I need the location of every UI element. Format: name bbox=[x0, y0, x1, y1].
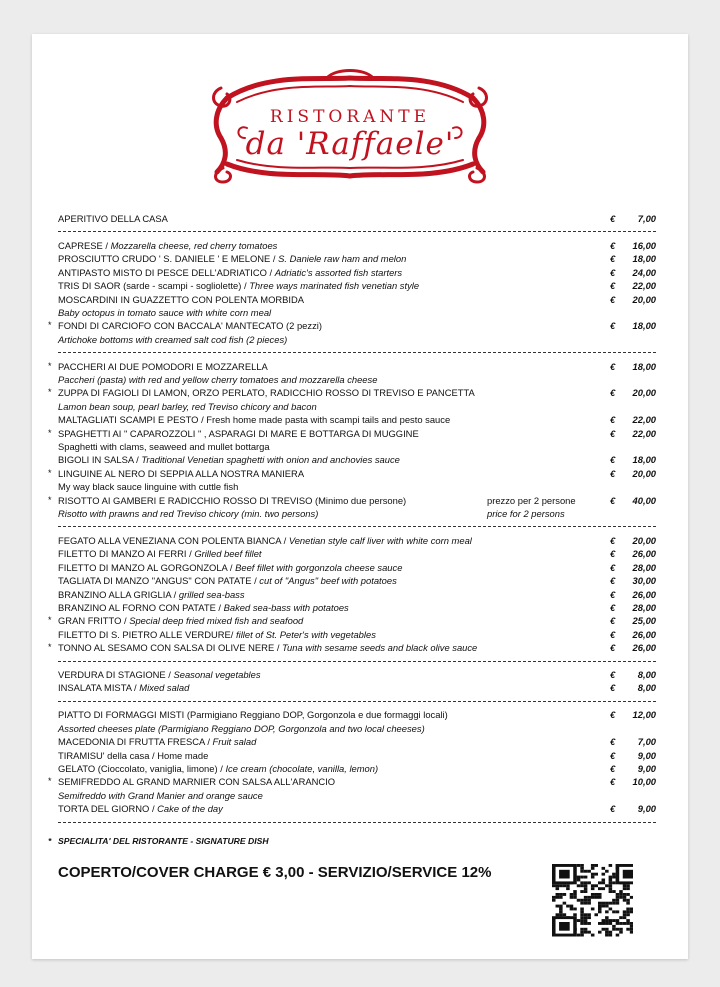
menu-item-price: 26,00 bbox=[632, 628, 656, 640]
logo-line-ristorante: RISTORANTE bbox=[269, 107, 431, 127]
menu-item bbox=[48, 386, 658, 399]
menu-item bbox=[48, 212, 658, 225]
signature-star-marker: * bbox=[48, 776, 52, 787]
menu-item bbox=[48, 239, 658, 252]
logo-line-name: da 'Raffaele' bbox=[245, 126, 455, 162]
menu-item-name: VERDURA DI STAGIONE / Seasonal vegetables bbox=[58, 669, 261, 681]
menu-item-price: 7,00 bbox=[637, 736, 656, 748]
menu-item-name: PACCHERI AI DUE POMODORI E MOZZARELLA bbox=[58, 360, 268, 372]
signature-dish-label: SPECIALITA' DEL RISTORANTE - SIGNATURE DISH bbox=[58, 836, 269, 846]
currency-symbol: € bbox=[610, 239, 616, 251]
menu-item-translation bbox=[48, 507, 658, 520]
menu-item-english: Cake of the day bbox=[157, 803, 223, 815]
menu-item-price: 30,00 bbox=[632, 575, 656, 587]
signature-star-marker: * bbox=[48, 494, 52, 505]
menu-item-english: Adriatic's assorted fish starters bbox=[274, 266, 403, 278]
currency-symbol: € bbox=[610, 736, 616, 748]
menu-item-translation bbox=[48, 400, 658, 413]
menu-item-name: TAGLIATA DI MANZO "ANGUS" CON PATATE / cut of "Angus" beef with potatoes bbox=[58, 575, 397, 587]
menu-item bbox=[48, 252, 658, 265]
menu-item-price: 9,00 bbox=[637, 749, 656, 761]
currency-symbol: € bbox=[610, 548, 616, 560]
menu-item-name: INSALATA MISTA / Mixed salad bbox=[58, 682, 190, 694]
signature-star-marker: * bbox=[48, 642, 52, 653]
price-note: prezzo per 2 persone bbox=[487, 494, 576, 506]
section-divider bbox=[48, 225, 658, 239]
menu-item-english: Risotto with prawns and red Treviso chicory (min. two persons) bbox=[58, 508, 319, 519]
section-divider bbox=[48, 346, 658, 360]
menu-item-english: Spaghetti with clams, seaweed and mullet bottarga bbox=[58, 441, 270, 453]
menu-item-price: 8,00 bbox=[637, 669, 656, 681]
menu-item-price: 28,00 bbox=[632, 561, 656, 573]
signature-star-marker: * bbox=[48, 427, 52, 438]
menu-item-english: Tuna with sesame seeds and black olive sauce bbox=[282, 642, 478, 654]
menu-item-english: Mixed salad bbox=[139, 682, 190, 694]
menu-item-english: Ice cream (chocolate, vanilla, lemon) bbox=[225, 763, 379, 775]
menu-item-name: CAPRESE / Mozzarella cheese, red cherry tomatoes bbox=[58, 239, 278, 251]
menu-item bbox=[48, 494, 658, 507]
menu-item-name: ZUPPA DI FAGIOLI DI LAMON, ORZO PERLATO, RADICCHIO ROSSO DI TREVISO E PANCETTA bbox=[58, 387, 475, 399]
menu-item bbox=[48, 762, 658, 775]
menu-item-price: 20,00 bbox=[632, 467, 656, 479]
menu-item bbox=[48, 293, 658, 306]
menu-item bbox=[48, 279, 658, 292]
menu-item-english: Fresh home made pasta with scampi tails and pesto sauce bbox=[206, 414, 451, 426]
signature-star-marker: * bbox=[48, 387, 52, 398]
menu-item bbox=[48, 601, 658, 614]
menu-item-english: Lamon bean soup, pearl barley, red Treviso chicory and bacon bbox=[58, 400, 317, 412]
menu-item-price: 18,00 bbox=[632, 253, 656, 265]
menu-item-name: PROSCIUTTO CRUDO ' S. DANIELE ' E MELONE / S. Daniele raw ham and melon bbox=[58, 253, 407, 265]
menu-item-name: APERITIVO DELLA CASA bbox=[58, 213, 168, 224]
menu-item-english: Assorted cheeses plate (Parmigiano Reggiano DOP, Gorgonzola and two local cheeses) bbox=[58, 722, 425, 734]
menu-item-english: Baby octopus in tomato sauce with white corn meal bbox=[58, 306, 272, 318]
menu-item-price: 20,00 bbox=[632, 534, 656, 546]
menu-item bbox=[48, 775, 658, 788]
signature-star-marker: * bbox=[48, 360, 52, 371]
menu-item-price: 26,00 bbox=[632, 642, 656, 654]
menu-item-translation bbox=[48, 306, 658, 319]
menu-item bbox=[48, 681, 658, 694]
currency-symbol: € bbox=[610, 213, 616, 224]
menu-item-name: GRAN FRITTO / Special deep fried mixed fish and seafood bbox=[58, 615, 304, 627]
menu-item-price: 26,00 bbox=[632, 548, 656, 560]
signature-star-marker: * bbox=[48, 615, 52, 626]
menu-item-name: GELATO (Cioccolato, vaniglia, limone) / Ice cream (chocolate, vanilla, lemon) bbox=[58, 763, 379, 775]
menu-item-name: LINGUINE AL NERO DI SEPPIA ALLA NOSTRA MANIERA bbox=[58, 467, 305, 479]
menu-item bbox=[48, 266, 658, 279]
menu-item-name: MOSCARDINI IN GUAZZETTO CON POLENTA MORBIDA bbox=[58, 293, 305, 305]
section-divider bbox=[48, 816, 658, 830]
menu-item-translation bbox=[48, 333, 658, 346]
menu-item-english: grilled sea-bass bbox=[178, 588, 245, 600]
menu-item-english: Beef fillet with gorgonzola cheese sauce bbox=[235, 561, 403, 573]
menu-item-english: Traditional Venetian spaghetti with onion and anchovies sauce bbox=[141, 454, 400, 466]
currency-symbol: € bbox=[610, 709, 616, 721]
menu-item-price: 18,00 bbox=[632, 454, 656, 466]
currency-symbol: € bbox=[610, 575, 616, 587]
menu-item-price: 16,00 bbox=[632, 239, 656, 251]
menu-item-english: Grilled beef fillet bbox=[194, 548, 262, 560]
currency-symbol: € bbox=[610, 467, 616, 479]
menu-item-english: S. Daniele raw ham and melon bbox=[278, 253, 407, 265]
menu-item bbox=[48, 668, 658, 681]
menu-item-name: TRIS DI SAOR (sarde - scampi - sogliolette) / Three ways marinated fish venetian style bbox=[58, 280, 420, 292]
section-divider bbox=[48, 695, 658, 709]
menu-item bbox=[48, 735, 658, 748]
menu-item bbox=[48, 547, 658, 560]
menu-item-english: Baked sea-bass with potatoes bbox=[223, 601, 349, 613]
menu-item bbox=[48, 319, 658, 332]
currency-symbol: € bbox=[610, 414, 616, 426]
menu-item-english: Seasonal vegetables bbox=[173, 669, 261, 681]
currency-symbol: € bbox=[610, 561, 616, 573]
qr-code-icon[interactable] bbox=[545, 864, 633, 938]
currency-symbol: € bbox=[610, 293, 616, 305]
currency-symbol: € bbox=[610, 387, 616, 399]
currency-symbol: € bbox=[610, 494, 616, 506]
menu-item-price: 8,00 bbox=[637, 682, 656, 694]
menu-item-translation bbox=[48, 480, 658, 493]
menu-item-name: BIGOLI IN SALSA / Traditional Venetian spaghetti with onion and anchovies sauce bbox=[58, 454, 400, 466]
signature-star-marker: * bbox=[48, 467, 52, 478]
menu-item-english: Venetian style calf liver with white corn meal bbox=[288, 534, 472, 546]
menu-item bbox=[48, 467, 658, 480]
menu-item-price: 18,00 bbox=[632, 320, 656, 332]
currency-symbol: € bbox=[610, 360, 616, 372]
section-divider bbox=[48, 520, 658, 534]
menu-item bbox=[48, 588, 658, 601]
menu-item-name: FONDI DI CARCIOFO CON BACCALA' MANTECATO (2 pezzi) bbox=[58, 320, 322, 332]
menu-item-price: 9,00 bbox=[637, 803, 656, 815]
currency-symbol: € bbox=[610, 642, 616, 654]
currency-symbol: € bbox=[610, 615, 616, 627]
currency-symbol: € bbox=[610, 454, 616, 466]
menu-item-translation bbox=[48, 373, 658, 386]
price-note-english: price for 2 persons bbox=[487, 508, 565, 519]
menu-item-name: MALTAGLIATI SCAMPI E PESTO / Fresh home made pasta with scampi tails and pesto sauce bbox=[58, 414, 451, 426]
menu-item-price: 7,00 bbox=[637, 213, 656, 224]
menu-item bbox=[48, 413, 658, 426]
menu-item-english: Paccheri (pasta) with red and yellow cherry tomatoes and mozzarella cheese bbox=[58, 374, 378, 386]
currency-symbol: € bbox=[610, 427, 616, 439]
menu-item-name: FILETTO DI S. PIETRO ALLE VERDURE/ fillet of St. Peter's with vegetables bbox=[58, 628, 376, 640]
menu-item-price: 12,00 bbox=[632, 709, 656, 721]
menu-item-price: 40,00 bbox=[632, 494, 656, 506]
menu-item bbox=[48, 561, 658, 574]
menu-item bbox=[48, 628, 658, 641]
menu-item-name: FILETTO DI MANZO AI FERRI / Grilled beef fillet bbox=[58, 548, 262, 560]
menu-item bbox=[48, 574, 658, 587]
currency-symbol: € bbox=[610, 749, 616, 761]
menu-item-name: RISOTTO AI GAMBERI E RADICCHIO ROSSO DI TREVISO (Minimo due persone) bbox=[58, 494, 407, 506]
menu-list bbox=[48, 212, 658, 829]
menu-item-name: ANTIPASTO MISTO DI PESCE DELL'ADRIATICO / Adriatic's assorted fish starters bbox=[58, 266, 403, 278]
menu-item-name: TONNO AL SESAMO CON SALSA DI OLIVE NERE / Tuna with sesame seeds and black olive sauce bbox=[58, 642, 478, 654]
currency-symbol: € bbox=[610, 628, 616, 640]
section-divider bbox=[48, 655, 658, 669]
currency-symbol: € bbox=[610, 253, 616, 265]
menu-item-translation bbox=[48, 440, 658, 453]
menu-item-price: 28,00 bbox=[632, 601, 656, 613]
menu-item-price: 10,00 bbox=[632, 776, 656, 788]
currency-symbol: € bbox=[610, 776, 616, 788]
menu-item-price: 18,00 bbox=[632, 360, 656, 372]
currency-symbol: € bbox=[610, 320, 616, 332]
menu-item-price: 22,00 bbox=[632, 414, 656, 426]
menu-item-name: BRANZINO AL FORNO CON PATATE / Baked sea-bass with potatoes bbox=[58, 601, 349, 613]
menu-item-name: SEMIFREDDO AL GRAND MARNIER CON SALSA ALL'ARANCIO bbox=[58, 776, 336, 788]
menu-item-english: Mozzarella cheese, red cherry tomatoes bbox=[110, 239, 278, 251]
star-marker: * bbox=[48, 836, 52, 846]
menu-item-price: 9,00 bbox=[637, 763, 656, 775]
menu-item bbox=[48, 534, 658, 547]
currency-symbol: € bbox=[610, 266, 616, 278]
menu-item-english: Artichoke bottoms with creamed salt cod fish (2 pieces) bbox=[58, 333, 288, 345]
currency-symbol: € bbox=[610, 763, 616, 775]
currency-symbol: € bbox=[610, 803, 616, 815]
menu-item bbox=[48, 360, 658, 373]
menu-item-name: FILETTO DI MANZO AL GORGONZOLA / Beef fillet with gorgonzola cheese sauce bbox=[58, 561, 403, 573]
menu-item-price: 20,00 bbox=[632, 387, 656, 399]
menu-item bbox=[48, 453, 658, 466]
menu-item-price: 25,00 bbox=[632, 615, 656, 627]
menu-item-translation bbox=[48, 722, 658, 735]
menu-item bbox=[48, 614, 658, 627]
menu-item-english: Special deep fried mixed fish and seafood bbox=[129, 615, 304, 627]
menu-item-price: 26,00 bbox=[632, 588, 656, 600]
menu-item-english: cut of "Angus" beef with potatoes bbox=[259, 575, 397, 587]
menu-item-english: Three ways marinated fish venetian style bbox=[249, 280, 420, 292]
menu-item-name: TORTA DEL GIORNO / Cake of the day bbox=[58, 803, 223, 815]
menu-item-english: Semifreddo with Grand Manier and orange sauce bbox=[58, 789, 263, 801]
menu-item bbox=[48, 708, 658, 721]
menu-item-price: 20,00 bbox=[632, 293, 656, 305]
cover-charge-line: COPERTO/COVER CHARGE € 3,00 - SERVIZIO/SERVICE 12% bbox=[58, 864, 492, 881]
menu-item-english: Fruit salad bbox=[212, 736, 257, 748]
menu-item-english: My way black sauce linguine with cuttle fish bbox=[58, 481, 239, 493]
menu-item bbox=[48, 802, 658, 815]
currency-symbol: € bbox=[610, 669, 616, 681]
currency-symbol: € bbox=[610, 280, 616, 292]
restaurant-logo bbox=[207, 68, 493, 186]
menu-item-name: TIRAMISU' della casa / Home made bbox=[58, 749, 209, 761]
menu-item-name: MACEDONIA DI FRUTTA FRESCA / Fruit salad bbox=[58, 736, 257, 748]
menu-item-name: PIATTO DI FORMAGGI MISTI (Parmigiano Reggiano DOP, Gorgonzola e due formaggi locali) bbox=[58, 709, 448, 721]
currency-symbol: € bbox=[610, 682, 616, 694]
currency-symbol: € bbox=[610, 588, 616, 600]
menu-item-price: 22,00 bbox=[632, 427, 656, 439]
menu-item bbox=[48, 749, 658, 762]
menu-item-price: 22,00 bbox=[632, 280, 656, 292]
menu-item-name: BRANZINO ALLA GRIGLIA / grilled sea-bass bbox=[58, 588, 245, 600]
menu-item-name: FEGATO ALLA VENEZIANA CON POLENTA BIANCA / Venetian style calf liver with white corn meal bbox=[58, 534, 472, 546]
menu-item-name: SPAGHETTI AI " CAPAROZZOLI " , ASPARAGI DI MARE E BOTTARGA DI MUGGINE bbox=[58, 427, 419, 439]
menu-item-translation bbox=[48, 789, 658, 802]
menu-item bbox=[48, 641, 658, 654]
menu-item-price: 24,00 bbox=[632, 266, 656, 278]
currency-symbol: € bbox=[610, 534, 616, 546]
currency-symbol: € bbox=[610, 601, 616, 613]
signature-star-marker: * bbox=[48, 320, 52, 331]
menu-item-english: fillet of St. Peter's with vegetables bbox=[236, 628, 376, 640]
menu-item bbox=[48, 427, 658, 440]
